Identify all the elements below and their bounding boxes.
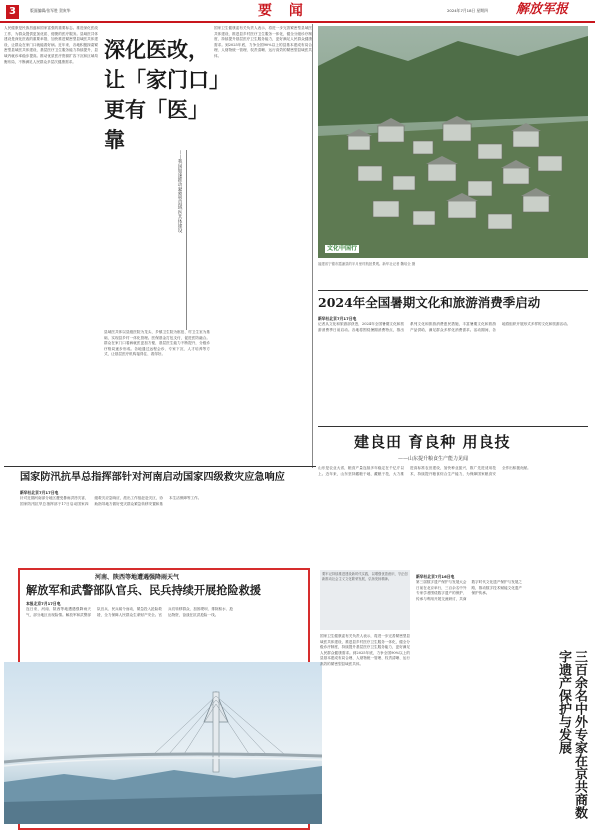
story3-body: 山东是农业大省，粮食产量连续多年稳定在千亿斤以上。近年来，山东坚持藏粮于地、藏粮于技，大力推进高标准农田建设，加快种业振兴，推广先进适用技术，持续提升粮食综合生产能力，为保障国家粮食安全作出积极贡献。 xyxy=(318,466,531,476)
story2-body: 记者从文化和旅游部获悉，2024年全国暑期文化和旅游消费季日前启动。各地将围绕暑期消费特点，推出系列文化和旅游消费惠民措施，丰富暑期文化和旅游产品供给，满足群众多样化消费需求。活动期间，各地将组织开展形式多样的文化和旅游活动。 xyxy=(318,322,571,332)
story5-dateline: 本报北京7月17日电 xyxy=(26,601,61,606)
story6-dateline: 新华社北京7月16日电 xyxy=(416,574,455,579)
village-photo xyxy=(318,26,588,258)
section-title: 要 闻 xyxy=(258,3,309,19)
story5-body: 连日来，河南、陕西等地遭遇强降雨天气，部分地区出现险情。解放军和武警部队官兵、民兵闻令而动，紧急投入抢险救援，全力保障人民群众生命财产安全。官兵们转移群众、加固堤坝、排除积水、抢运物资，奋战在抗洪抢险一线。 xyxy=(26,607,233,617)
story2-dateline: 新华社北京7月17日电 xyxy=(318,316,357,321)
story4-headline: 国家防汛抗旱总指挥部针对河南启动国家四级救灾应急响应 xyxy=(20,471,285,483)
story5-headline: 解放军和武警部队官兵、民兵持续开展抢险救援 xyxy=(26,583,261,597)
photo-caption: 福建省宁德市霞浦县的半月里村航拍景观。新华社记者 魏培全 摄 xyxy=(318,262,416,266)
story1-divider xyxy=(186,150,187,330)
story4-body: 针对近期河南部分地区遭受暴雨洪涝灾害，国家防汛抗旱总指挥部于17日启动国家四级救灾应急响应，派出工作组赶赴灾区，协助指导地方做好受灾群众紧急转移安置和基本生活保障等工作。 xyxy=(20,496,202,506)
story3-subtitle: ——山东提升粮食生产能力见闻 xyxy=(398,456,469,462)
story3-rule xyxy=(318,426,588,427)
culture-column-stamp: 文化中国行 xyxy=(327,245,358,252)
story2-headline: 2024年全国暑期文化和旅游消费季启动 xyxy=(318,295,541,310)
issue-date: 2024年7月18日 星期四 xyxy=(447,8,488,13)
column-divider xyxy=(312,24,313,468)
bridge-photo xyxy=(4,662,322,824)
newspaper-logo: 解放军报 xyxy=(516,2,569,17)
story1-headline: 深化医改，让「家门口」更有「医」靠 xyxy=(104,37,220,152)
story6-extra: 国家卫生健康委有关负责人表示，将进一步完善紧密型县域医共体建设，推进县乡村医疗卫生服务一体化，健全分级诊疗制度，持续提升基层医疗卫生服务能力，更好满足人民群众健康需求。到2025年底，力争全国90%以上的县基本建成布局合理、人财物统一管理、权责清晰、运行高效的紧密型县域医共体。 xyxy=(320,634,410,666)
story5-kicker: 河南、陕西等地遭遇强降雨天气 xyxy=(95,574,180,581)
story2-rule xyxy=(318,290,588,291)
story1-column-3: 国家卫生健康委有关负责人表示，将进一步完善紧密型县域医共体建设，推进县乡村医疗卫生服务一体化，健全分级诊疗制度，持续提升基层医疗卫生服务能力，更好满足人民群众健康需求。到2025年底，力争全国90%以上的县基本建成布局合理、人财物统一管理、权责清晰、运行高效的紧密型县域医共体。 xyxy=(214,26,312,58)
story1-column-2: 县域医共体以县级医院为龙头、乡镇卫生院为枢纽、村卫生室为基础，实现县乡村一体化管理。医保基金打包支付，促进医防融合。群众在家门口看病就医更加方便，基层医生能力不断提升，分级诊疗格局逐步形成。各地通过远程会诊、专家下沉、人才培养等方式，让基层医疗机构接得住、看得好。 xyxy=(104,330,210,357)
story4-rule xyxy=(4,466,316,467)
page-editors: 版面编辑/张军胜 贺寅华 xyxy=(30,8,71,13)
header-rule xyxy=(0,21,595,23)
story4-dateline: 新华社北京7月17日电 xyxy=(20,490,59,495)
story6-body: 第三届数字遗产保护与发展大会日前在北京举行，三百余名中外专家学者围绕数字遗产的保护、传承与利用开展交流研讨，共商数字时代文化遗产保护与发展之路，推动数字技术赋能文化遗产保护传承。 xyxy=(416,580,522,601)
story3-headline: 建良田 育良种 用良技 xyxy=(354,433,511,451)
story6-headline: 三百余名中外专家在京共商数字遗产保护与发展 xyxy=(556,650,587,819)
page-number: 3 xyxy=(6,5,19,19)
editorial-note-text: 要牢记持续推进建设新时代实践，以增强忧患意识、守正创新推动社会主义文化繁荣发展，弘扬发扬精神。 xyxy=(322,572,408,581)
story1-column-1: 人民健康是民族昌盛和国家富强的重要标志。推进深化医改工作，为群众提供更加优质、便捷的医疗服务。县域医共体建设是深化医改的重要举措，加快推进紧密型县域医共体建设，让群众在家门口就能看好病。近年来，各地积极探索紧密型县域医共体建设，基层医疗卫生服务能力持续提升，县域内就诊率稳步提高。推动优质医疗资源扩容下沉和区域均衡布局，不断满足人民群众多层次健康需求。 xyxy=(4,26,98,64)
story1-subtitle: ——我国加速推动紧密型县域医共体建设 xyxy=(177,150,182,233)
